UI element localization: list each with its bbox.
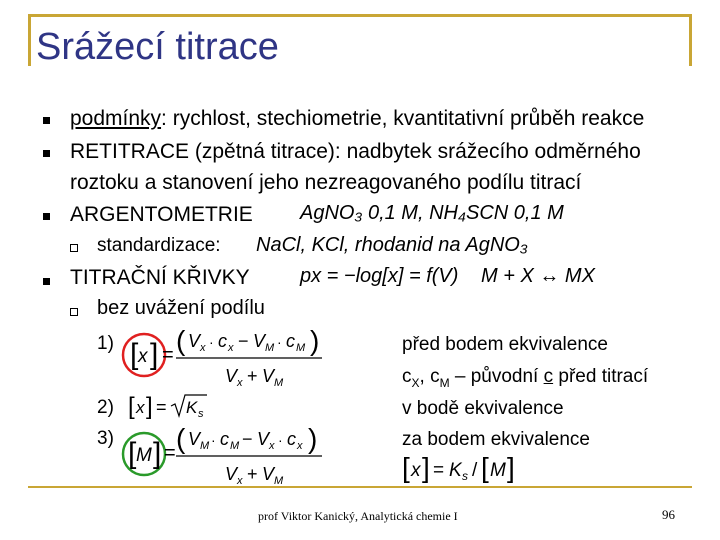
- bullet-conditions: [70, 107, 644, 131]
- bullet-argentometry: ARGENTOMETRIE: [70, 203, 253, 226]
- orig-text: – původní: [449, 366, 544, 387]
- standardization-label: standardizace:: [97, 235, 221, 256]
- orig-c-underlined: c: [543, 366, 554, 387]
- bracket-close: ]: [150, 338, 159, 371]
- sub-m2: M: [296, 342, 306, 354]
- bullet-retitration-line2: roztoku a stanovení jeho nezreagovaného podílu titrací: [70, 171, 582, 194]
- c-sub-x: X: [411, 375, 420, 390]
- dot-op: ·: [209, 334, 214, 350]
- note-original-concentrations: $c_X$, $c_M$ – původní c před titrací: [402, 366, 649, 390]
- sub-x2: x: [297, 440, 303, 452]
- var-x: x: [138, 346, 148, 367]
- bullet-icon: [43, 150, 50, 157]
- numerator-c: c: [218, 331, 227, 351]
- den-sub-m: M: [274, 475, 284, 487]
- dot-op: ·: [211, 432, 216, 448]
- item-number-2: 2): [97, 397, 114, 418]
- equation-before-equivalence: [110, 322, 360, 392]
- frame-left-border: [28, 14, 31, 66]
- minus-op: −: [242, 429, 253, 449]
- bracket-close: ]: [153, 437, 162, 470]
- px-formula: px = −log[x] = f(V): [300, 265, 459, 287]
- numerator-vx: V: [257, 429, 270, 449]
- sub-bullet-icon: [70, 308, 78, 316]
- sub-x: x: [269, 440, 275, 452]
- footer-author: prof Viktor Kanický, Analytická chemie I: [258, 509, 458, 523]
- denominator-vm: V: [262, 464, 275, 484]
- bullet-retitration-line1: RETITRACE (zpětná titrace): nadbytek srážecího odměrného: [70, 140, 641, 163]
- bracket-close-2: ]: [507, 452, 515, 483]
- paren-close: ): [310, 325, 320, 356]
- var-m: M: [136, 445, 152, 466]
- note-after-equivalence: za bodem ekvivalence: [402, 429, 590, 450]
- bracket-open: [: [402, 452, 410, 483]
- numerator-c: c: [220, 429, 229, 449]
- sub-bullet-icon: [70, 244, 78, 252]
- numerator-c2: c: [286, 331, 295, 351]
- sub-s: s: [462, 469, 468, 483]
- sub-m: M: [265, 342, 275, 354]
- numerator-vm: V: [188, 429, 201, 449]
- equals-sign: =: [156, 397, 167, 417]
- item-number-3: 3): [97, 428, 114, 449]
- dot-op2: ·: [277, 334, 282, 350]
- denominator-vm: V: [262, 366, 275, 386]
- sub-m2: M: [230, 440, 240, 452]
- reaction-formula: M + X ↔ MX: [481, 265, 595, 287]
- numerator-vx: V: [188, 331, 201, 351]
- denominator-vx: V: [225, 464, 238, 484]
- bracket-open: [: [128, 393, 135, 420]
- numerator-vm: V: [253, 331, 266, 351]
- note-at-equivalence: v bodě ekvivalence: [402, 398, 564, 419]
- paren-close: ): [308, 423, 318, 454]
- conditions-term: podmínky: [70, 107, 162, 130]
- bracket-close: ]: [146, 393, 153, 420]
- sub-m: M: [200, 440, 210, 452]
- note-before-equivalence: před bodem ekvivalence: [402, 334, 608, 355]
- denominator-vx: V: [225, 366, 238, 386]
- var-x: x: [411, 460, 421, 481]
- bracket-x: [: [130, 338, 139, 371]
- dot-op2: ·: [278, 432, 283, 448]
- var-k: K: [186, 398, 198, 417]
- equation-x-ks-over-m: [400, 452, 540, 486]
- equals-sign: =: [433, 460, 445, 481]
- bullet-icon: [43, 278, 50, 285]
- c-sub-m: M: [439, 375, 450, 390]
- conditions-text: : rychlost, stechiometrie, kvantitativní průběh reakce: [161, 107, 645, 130]
- bracket-open: [: [128, 437, 137, 470]
- frame-right-border: [689, 14, 692, 66]
- item-number-1: 1): [97, 333, 114, 354]
- minus-op: −: [238, 331, 249, 351]
- bracket-close: ]: [422, 452, 430, 483]
- titration-curves-label: TITRAČNÍ KŘIVKY: [70, 266, 250, 289]
- var-k: K: [449, 460, 462, 481]
- equals-sign: =: [162, 344, 174, 366]
- slide-title: Srážecí titrace: [36, 26, 279, 68]
- equals-sign: =: [164, 442, 176, 464]
- sub-s: s: [198, 408, 204, 420]
- den-sub-x: x: [237, 475, 243, 487]
- without-fraction-label: bez uvážení podílu: [97, 297, 265, 319]
- var-m: M: [490, 460, 506, 481]
- den-sub-x: x: [237, 377, 243, 389]
- sub-x2: x: [228, 342, 234, 354]
- frame-top-border: [28, 14, 692, 17]
- page-number: 96: [662, 507, 675, 522]
- plus-op: +: [247, 464, 258, 484]
- numerator-c2: c: [287, 429, 296, 449]
- paren-open: (: [176, 325, 186, 356]
- bullet-icon: [43, 117, 50, 124]
- orig-suffix: před titrací: [553, 366, 649, 387]
- c-symbol-2: c: [430, 366, 440, 387]
- sub-x: x: [200, 342, 206, 354]
- equation-after-equivalence: [110, 420, 360, 490]
- argentometry-formula: AgNO₃ 0,1 M, NH₄SCN 0,1 M: [300, 202, 564, 224]
- var-x: x: [136, 398, 145, 417]
- bracket-open-2: [: [481, 452, 489, 483]
- plus-op: +: [247, 366, 258, 386]
- bullet-icon: [43, 213, 50, 220]
- standardization-formula: NaCl, KCl, rhodanid na AgNO₃: [256, 234, 528, 256]
- slash: /: [472, 460, 478, 481]
- paren-open: (: [176, 423, 186, 454]
- den-sub-m: M: [274, 377, 284, 389]
- c-symbol: c: [402, 366, 412, 387]
